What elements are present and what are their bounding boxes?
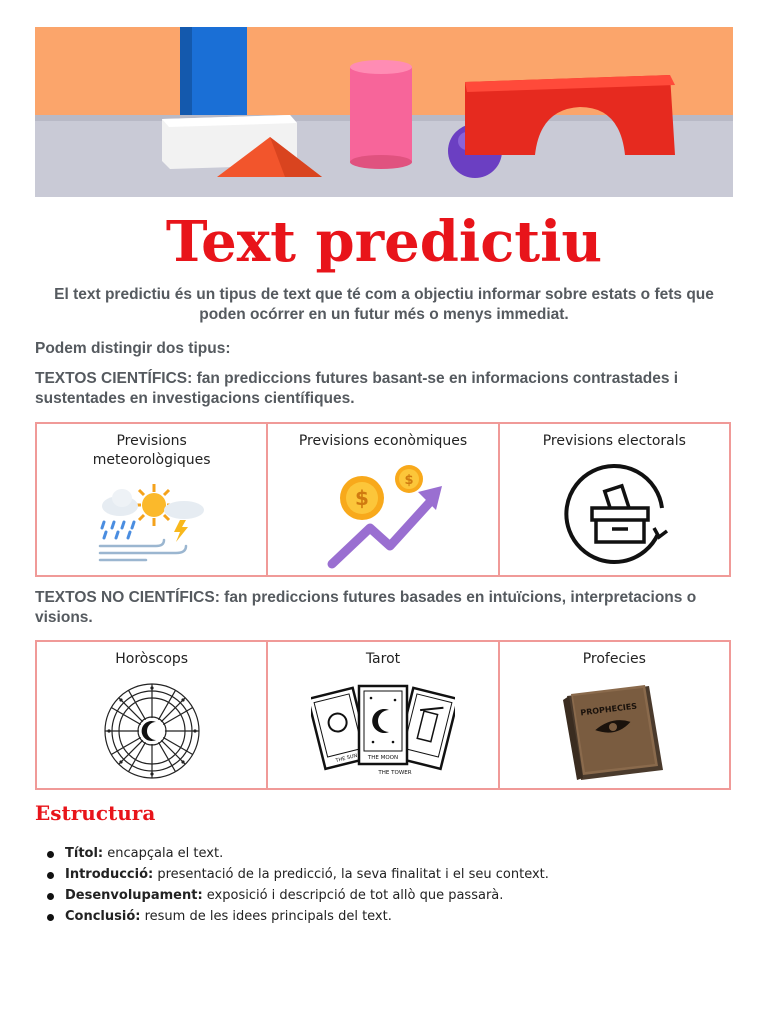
- cell-label: Previsions econòmiques: [298, 433, 468, 449]
- cell-label: Tarot: [365, 651, 401, 667]
- svg-text:$: $: [404, 473, 414, 488]
- tarot-card-label: THE SUN: [335, 752, 359, 765]
- tarot-cell: [268, 642, 499, 788]
- economic-forecast-cell: [268, 424, 499, 575]
- weather-forecast-cell: [37, 424, 268, 575]
- zodiac-wheel-icon: [93, 682, 211, 780]
- electoral-forecast-cell: [500, 424, 729, 575]
- tarot-card-label: THE MOON: [367, 755, 399, 761]
- intro-paragraph: El text predictiu és un tipus de text que té com a objectiu informar sobre estats o fets que poden ocórrer en un futur més o menys immediat.: [54, 286, 714, 323]
- list-item-term: Conclusió:: [65, 909, 141, 924]
- book-title-text: PROPHECIES: [580, 701, 638, 718]
- tarot-card-label: THE TOWER: [378, 770, 412, 776]
- list-item: [45, 885, 735, 906]
- list-item-desc: resum de les idees principals del text.: [140, 909, 392, 924]
- prophecies-cell: [500, 642, 729, 788]
- non-scientific-examples-table: [35, 640, 731, 790]
- structure-list: [45, 843, 735, 927]
- scientific-texts-description: TEXTOS CIENTÍFICS: fan prediccions futures basant-se en informacions contrastades i sustentades en investigacions científiques.: [35, 370, 679, 407]
- structure-heading: Estructura: [35, 801, 156, 825]
- list-item: [45, 864, 735, 885]
- cell-label: Previsions electorals: [542, 433, 686, 449]
- svg-text:$: $: [355, 486, 369, 510]
- list-item-term: Desenvolupament:: [65, 888, 203, 903]
- cell-label: Profecies: [582, 651, 646, 667]
- economy-icon: [318, 464, 448, 572]
- list-item-desc: exposició i descripció de tot allò que passarà.: [202, 888, 504, 903]
- tarot-cards-icon: [311, 682, 455, 776]
- list-item: [45, 906, 735, 927]
- list-item-desc: presentació de la predicció, la seva finalitat i el seu context.: [153, 867, 549, 882]
- non-scientific-texts-description: TEXTOS NO CIENTÍFICS: fan prediccions futures basades en intuïcions, interpretacions o visions.: [35, 589, 697, 626]
- horoscope-cell: [37, 642, 268, 788]
- hero-image: [35, 27, 733, 197]
- prophecies-book-icon: [559, 682, 669, 782]
- list-item-desc: encapçala el text.: [103, 846, 224, 861]
- cell-label: Horòscops: [115, 651, 189, 667]
- page-title: Text predictiu: [165, 209, 603, 275]
- weather-icon: [96, 480, 208, 564]
- list-item-term: Introducció:: [65, 867, 154, 882]
- list-item: [45, 843, 735, 864]
- list-item-term: Títol:: [65, 846, 104, 861]
- distinguish-text: Podem distingir dos tipus:: [35, 340, 231, 357]
- ballot-box-icon: [558, 462, 670, 574]
- scientific-examples-table: [35, 422, 731, 577]
- cell-label: Previsions meteorològiques: [92, 433, 211, 468]
